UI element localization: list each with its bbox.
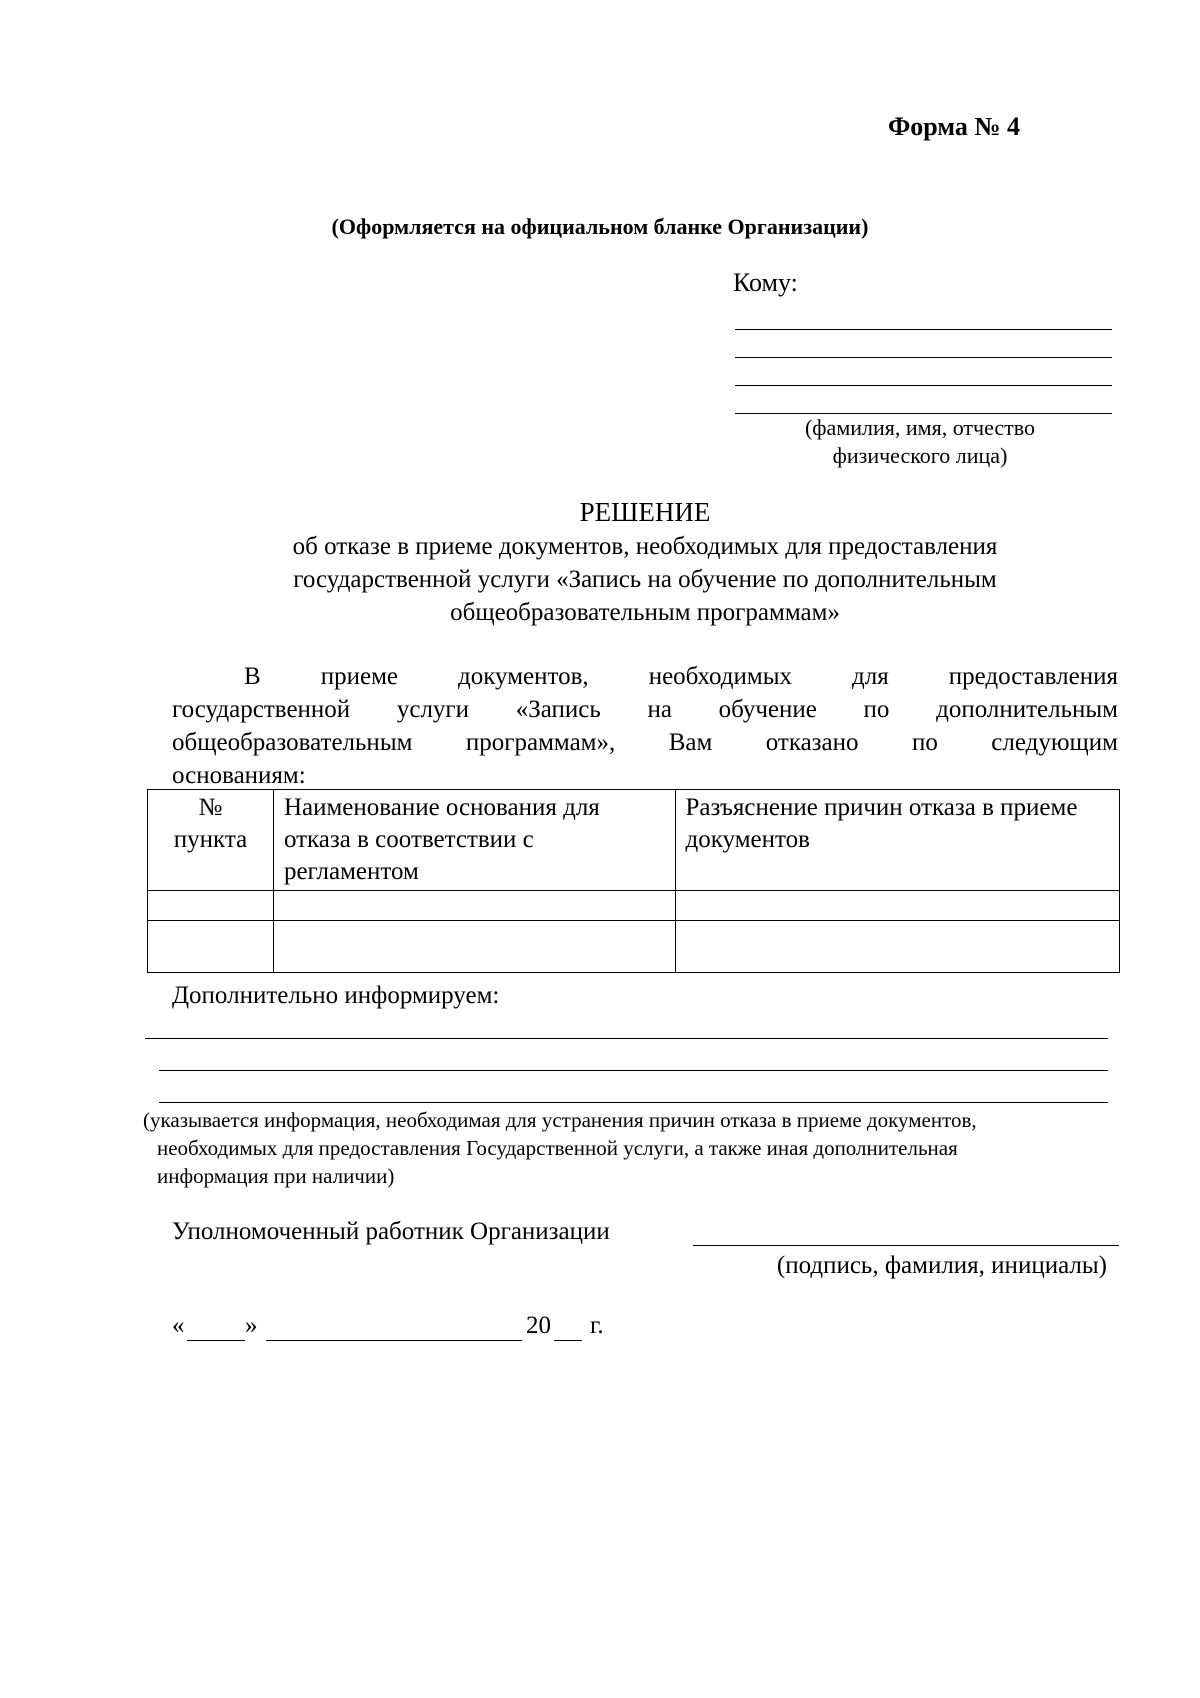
table-row xyxy=(148,921,1120,973)
date-year-prefix: 20 xyxy=(526,1312,551,1339)
signer-label: Уполномоченный работник Организации xyxy=(172,1218,610,1245)
reasons-table xyxy=(147,789,1120,973)
date-year-suffix: г. xyxy=(590,1312,604,1339)
table-cell[interactable] xyxy=(675,891,1119,921)
date-close-quote: » xyxy=(245,1312,258,1339)
refusal-paragraph-end: основаниям: xyxy=(172,762,306,789)
table-header-row xyxy=(148,790,1120,891)
refusal-paragraph: В приеме документов, необходимых для предоставления государственной услуги «Запись на обучение по дополнительным общеобразовательным программам», Вам отказано по следующим xyxy=(172,663,1118,756)
recipient-line-1[interactable] xyxy=(735,329,1112,330)
document-subtitle: об отказе в приеме документов, необходимых для предоставления государственной услуги «Запись на обучение по дополнительным общеобразовательным программам» xyxy=(292,533,998,626)
table-cell[interactable] xyxy=(148,921,274,973)
date-month-line[interactable] xyxy=(266,1340,522,1341)
recipient-hint: (фамилия, имя, отчество физического лица) xyxy=(804,415,1036,468)
date-open-quote: « xyxy=(172,1312,185,1339)
additional-info-label: Дополнительно информируем: xyxy=(172,982,500,1009)
header-item-number: № пункта xyxy=(148,790,274,891)
date-day-line[interactable] xyxy=(187,1340,245,1341)
additional-line-3[interactable] xyxy=(159,1102,1108,1103)
header-reason-name: Наименование основания для отказа в соответствии с регламентом xyxy=(273,790,675,891)
recipient-label: Кому: xyxy=(733,268,798,297)
table-cell[interactable] xyxy=(675,921,1119,973)
recipient-line-3[interactable] xyxy=(735,385,1112,386)
table-cell[interactable] xyxy=(273,921,675,973)
additional-line-1[interactable] xyxy=(145,1038,1108,1039)
document-title: РЕШЕНИЕ xyxy=(579,497,711,527)
signature-hint: (подпись, фамилия, инициалы) xyxy=(776,1252,1107,1279)
additional-info-hint: (указывается информация, необходимая для устранения причин отказа в приеме документов, необходимых для предоставления Государственной услуги, а также иная дополнительная информация при наличии) xyxy=(143,1108,977,1188)
form-number: Форма № 4 xyxy=(887,112,1020,141)
table-cell[interactable] xyxy=(273,891,675,921)
header-reason-explanation: Разъяснение причин отказа в приеме документов xyxy=(675,790,1119,891)
signature-line[interactable] xyxy=(693,1245,1119,1246)
date-year-line[interactable] xyxy=(554,1340,582,1341)
table-cell[interactable] xyxy=(148,891,274,921)
recipient-line-2[interactable] xyxy=(735,357,1112,358)
additional-line-2[interactable] xyxy=(159,1070,1108,1071)
blank-note: (Оформляется на официальном бланке Организации) xyxy=(331,214,869,239)
table-row xyxy=(148,891,1120,921)
